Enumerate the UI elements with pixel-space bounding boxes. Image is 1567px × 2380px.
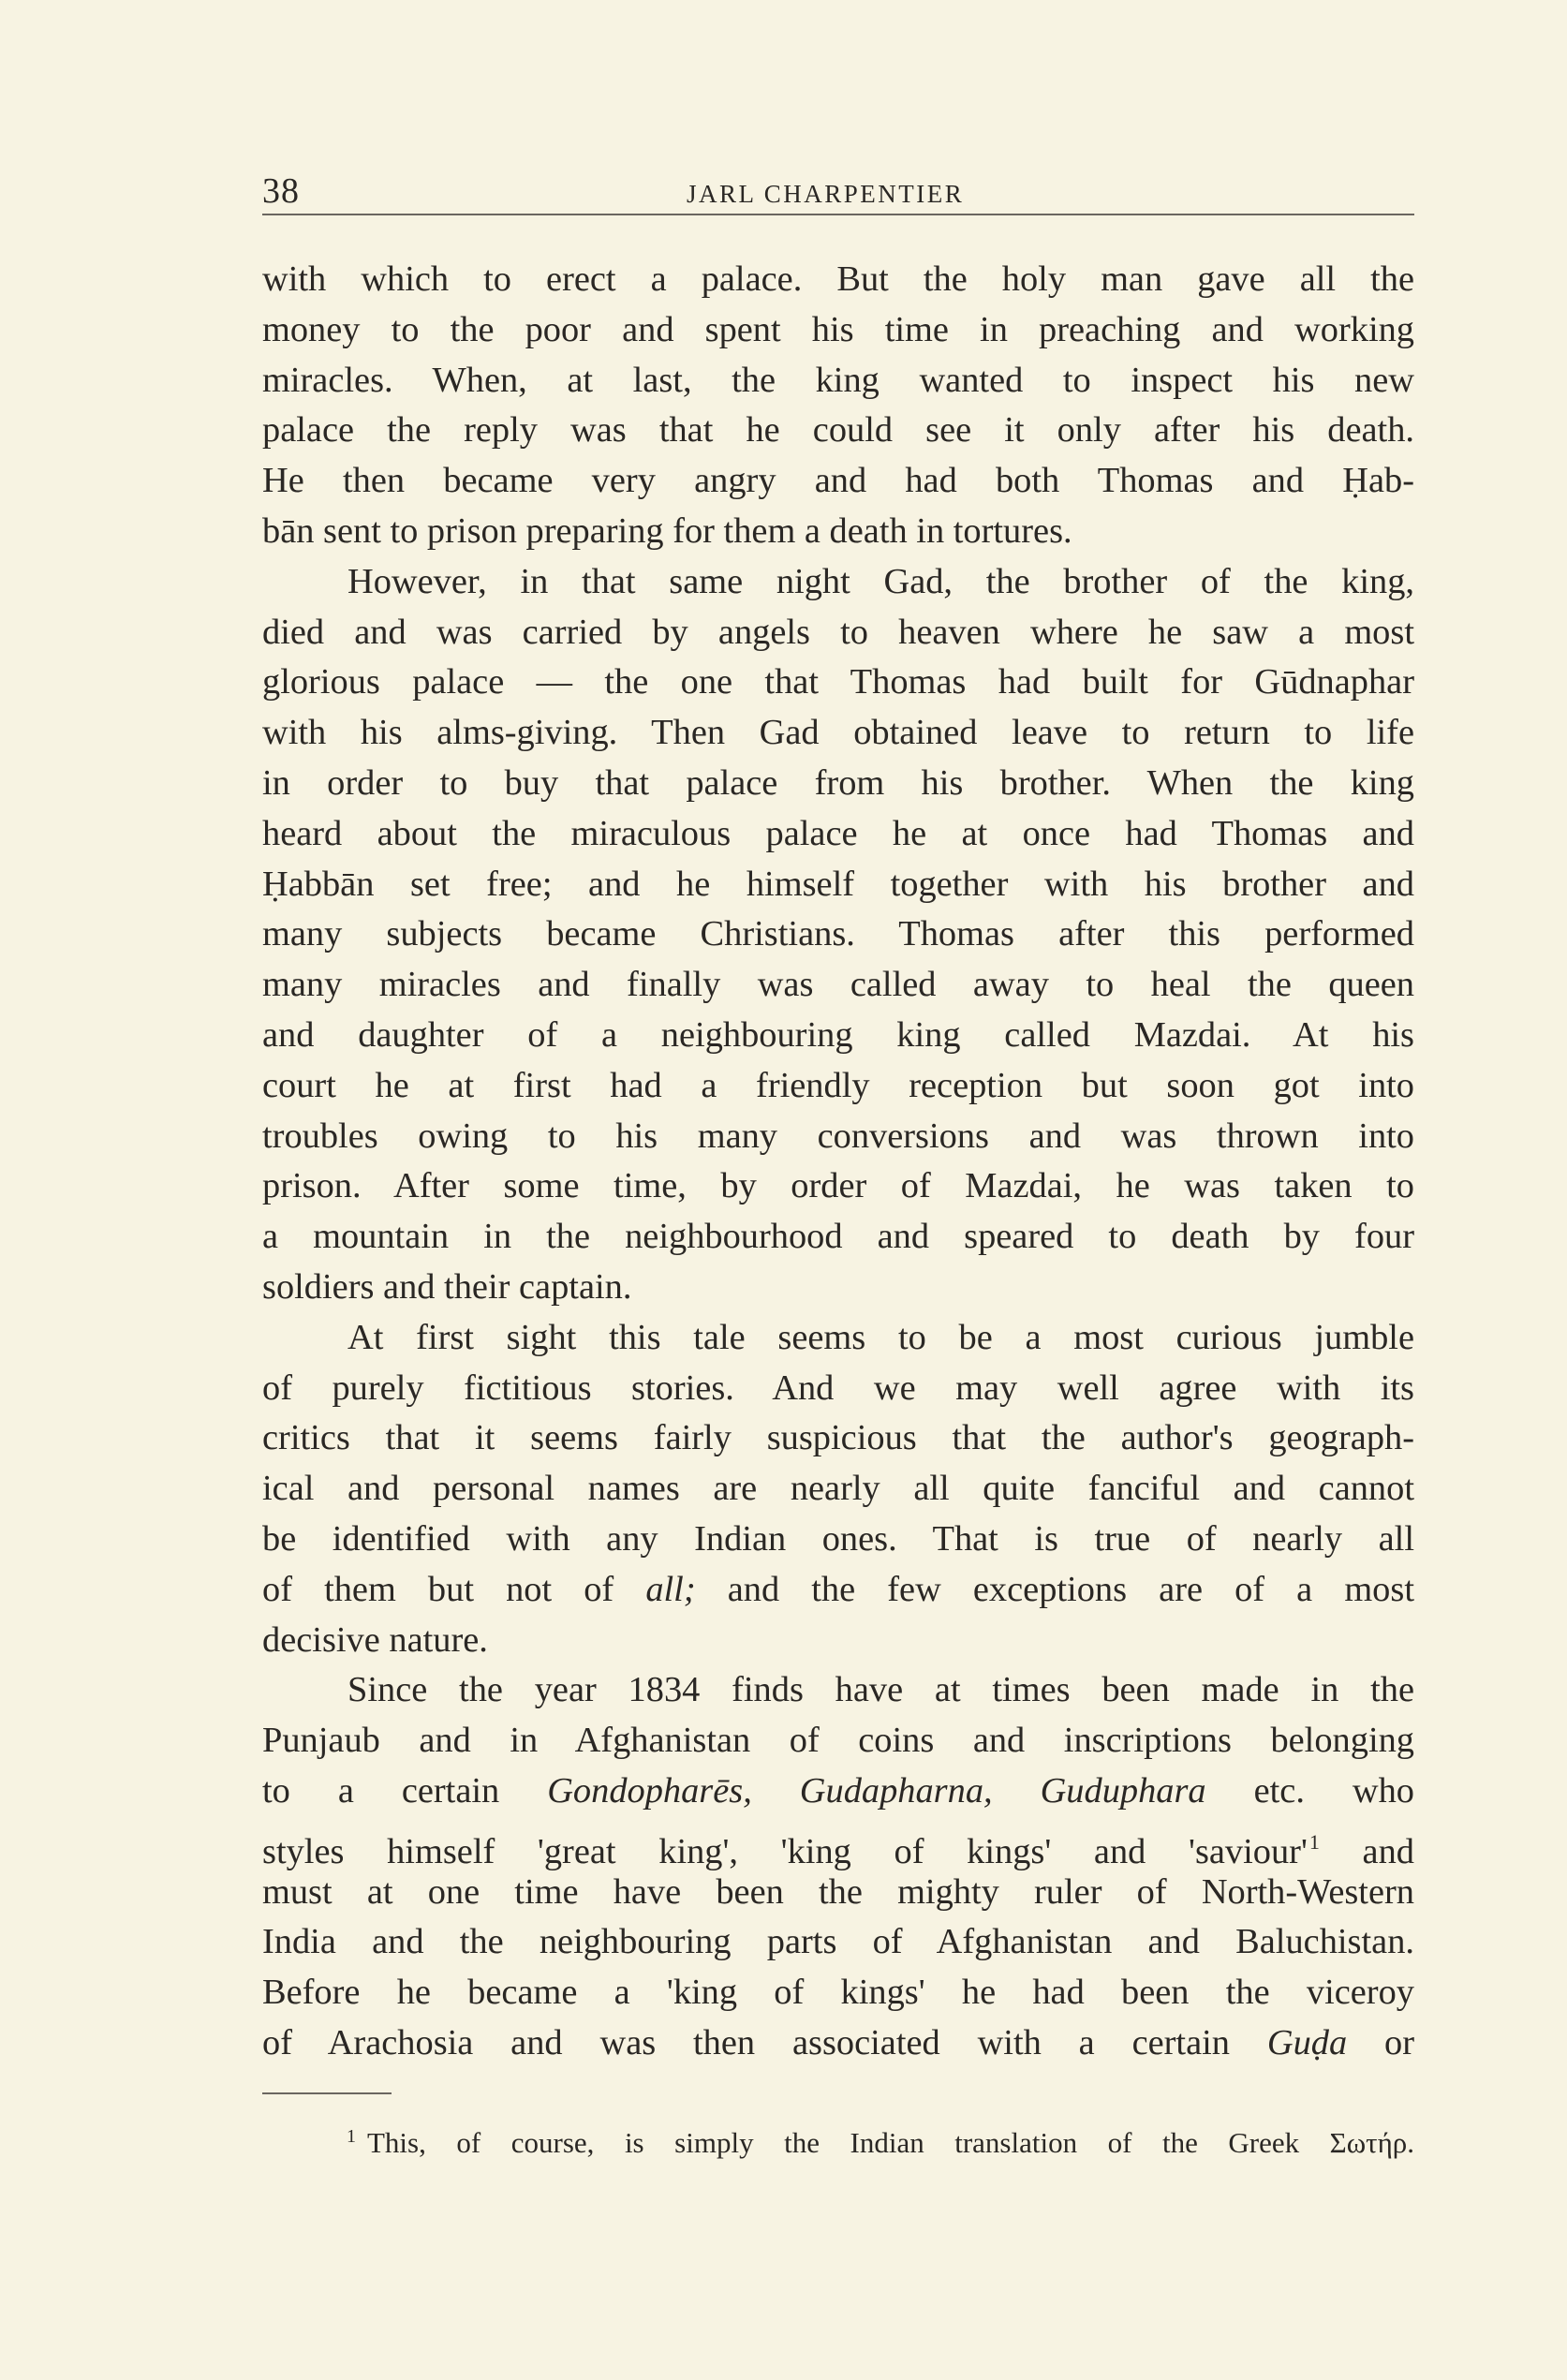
paragraph-4 bbox=[262, 1665, 1414, 2068]
text-line: court he at first had a friendly reception but soon got into bbox=[262, 1065, 1414, 1105]
footnote-marker: 1 bbox=[347, 2126, 356, 2147]
text-line: be identified with any Indian ones. That is true of nearly all bbox=[262, 1518, 1414, 1559]
text-segment: styles himself 'great king', 'king of kings' and 'saviour' bbox=[262, 1831, 1308, 1871]
text-line: died and was carried by angels to heaven where he saw a most bbox=[262, 612, 1414, 652]
paragraph-2 bbox=[262, 557, 1414, 1313]
text-line bbox=[262, 1565, 1414, 1616]
text-line: bān sent to prison preparing for them a death in tortures. bbox=[262, 510, 1072, 551]
text-line: money to the poor and spent his time in preaching and working bbox=[262, 309, 1414, 349]
footnote bbox=[347, 2120, 1414, 2160]
text-segment: of Arachosia and was then associated with a certain bbox=[262, 2022, 1267, 2062]
text-line: with his alms-giving. Then Gad obtained leave to return to life bbox=[262, 713, 1414, 753]
body-text bbox=[262, 255, 1414, 2069]
text-line: critics that it seems fairly suspicious that the author's geograph- bbox=[262, 1418, 1414, 1458]
italic-name-guda: Guḍa bbox=[1266, 2022, 1348, 2062]
text-line: Since the year 1834 finds have at times been made in the bbox=[347, 1670, 1414, 1710]
text-segment: and the few exceptions are of a most bbox=[695, 1569, 1414, 1609]
text-line: many subjects became Christians. Thomas after this performed bbox=[262, 914, 1414, 954]
paragraph-1 bbox=[262, 255, 1414, 557]
page-header bbox=[262, 169, 1414, 215]
page-number: 38 bbox=[262, 171, 300, 211]
text-line: with which to erect a palace. But the holy man gave all the bbox=[262, 259, 1414, 299]
text-line: Punjaub and in Afghanistan of coins and inscriptions belonging bbox=[262, 1721, 1414, 1761]
italic-emphasis: all; bbox=[645, 1569, 696, 1609]
text-line: in order to buy that palace from his brother. When the king bbox=[262, 762, 1414, 803]
text-line: India and the neighbouring parts of Afghanistan and Baluchistan. bbox=[262, 1922, 1414, 1962]
text-line: must at one time have been the mighty ruler of North-Western bbox=[262, 1871, 1414, 1912]
text-line: glorious palace — the one that Thomas had built for Gūdnaphar bbox=[262, 662, 1414, 702]
text-segment: and bbox=[1319, 1831, 1414, 1871]
italic-name-guduphara: Guduphara bbox=[1040, 1770, 1206, 1811]
text-line: He then became very angry and had both Thomas and Ḥab- bbox=[262, 461, 1414, 501]
text-line: troubles owing to his many conversions and was thrown into bbox=[262, 1116, 1414, 1156]
footnote-rule bbox=[262, 2092, 392, 2094]
text-line: a mountain in the neighbourhood and speared to death by four bbox=[262, 1217, 1414, 1257]
italic-name-gudapharna: Gudapharna, bbox=[799, 1770, 993, 1811]
running-head: JARL CHARPENTIER bbox=[687, 180, 965, 208]
text-line: soldiers and their captain. bbox=[262, 1266, 632, 1307]
text-line: heard about the miraculous palace he at once had Thomas and bbox=[262, 813, 1414, 853]
text-segment: of them but not of bbox=[262, 1569, 646, 1609]
text-line: palace the reply was that he could see it only after his death. bbox=[262, 410, 1414, 451]
text-line: ical and personal names are nearly all quite fanciful and cannot bbox=[262, 1469, 1414, 1509]
text-line: many miracles and finally was called away to heal the queen bbox=[262, 965, 1414, 1005]
text-line: However, in that same night Gad, the brother of the king, bbox=[347, 561, 1414, 601]
text-segment: to a certain bbox=[262, 1770, 548, 1811]
text-line: and daughter of a neighbouring king called Mazdai. At his bbox=[262, 1014, 1414, 1055]
paragraph-3 bbox=[262, 1313, 1414, 1666]
text-line: Before he became a 'king of kings' he had been the viceroy bbox=[262, 1973, 1414, 2013]
text-line bbox=[262, 2018, 1414, 2069]
text-line: At first sight this tale seems to be a most curious jumble bbox=[347, 1317, 1414, 1357]
text-line: prison. After some time, by order of Mazdai, he was taken to bbox=[262, 1166, 1414, 1206]
text-segment: or bbox=[1347, 2022, 1414, 2062]
italic-name-gondophares: Gondopharēs, bbox=[547, 1770, 752, 1811]
text-line bbox=[262, 1767, 1414, 1817]
text-line: miracles. When, at last, the king wanted to inspect his new bbox=[262, 360, 1414, 400]
text-segment: etc. who bbox=[1205, 1770, 1414, 1811]
text-line: decisive nature. bbox=[262, 1619, 488, 1660]
footnote-text: This, of course, is simply the Indian translation of the Greek Σωτήρ. bbox=[367, 2126, 1414, 2159]
text-line bbox=[262, 1817, 1414, 1871]
text-line: Ḥabbān set free; and he himself together with his brother and bbox=[262, 864, 1414, 904]
text-line: of purely fictitious stories. And we may well agree with its bbox=[262, 1367, 1414, 1408]
footnote-reference: 1 bbox=[1308, 1829, 1320, 1854]
